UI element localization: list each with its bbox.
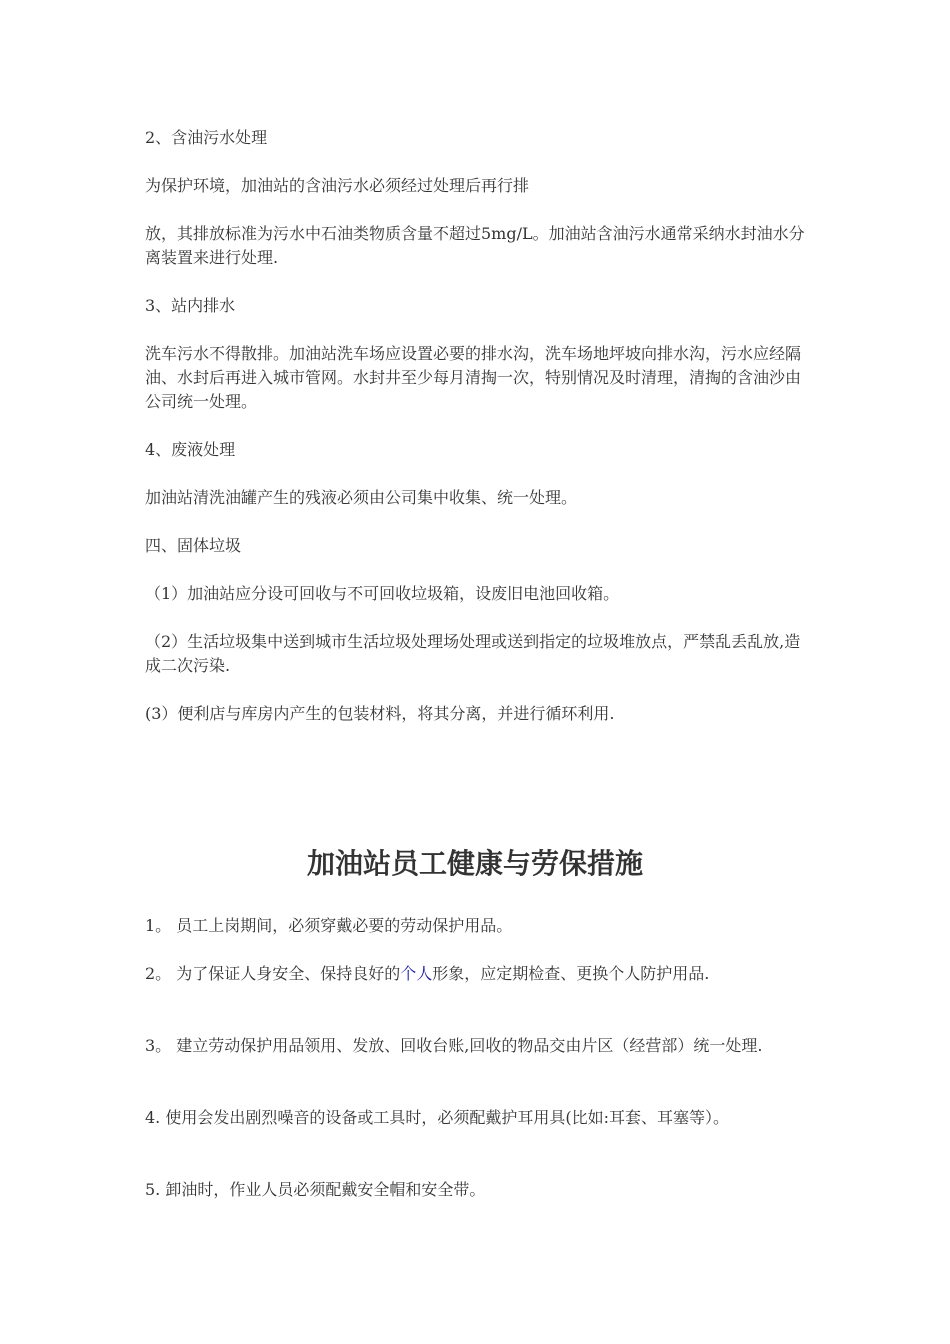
health-item2-text-before: 2。 为了保证人身安全、保持良好的: [145, 964, 401, 983]
item4-paragraph: 加油站清洗油罐产生的残液必须由公司集中收集、统一处理。: [145, 488, 578, 507]
item2-title: 2、含油污水处理: [145, 128, 268, 147]
health-item2-text-after: 形象，应定期检查、更换个人防护用品.: [432, 964, 710, 983]
section-heading: 加油站员工健康与劳保措施: [306, 847, 643, 880]
item2-paragraph-line2: 放，其排放标准为污水中石油类物质含量不超过5mg/L。加油站含油污水通常采纳水封油水分离装置来进行处理.: [145, 224, 805, 267]
part4-item2: （2）生活垃圾集中送到城市生活垃圾处理场处理或送到指定的垃圾堆放点，严禁乱丢乱放,造成二次污染.: [145, 632, 801, 675]
part4-title: 四、固体垃圾: [145, 536, 242, 555]
health-item5: 5. 卸油时，作业人员必须配戴安全帽和安全带。: [145, 1180, 486, 1199]
item3-paragraph: 洗车污水不得散排。加油站洗车场应设置必要的排水沟，洗车场地坪坡向排水沟，污水应经隔油、水封后再进入城市管网。水封井至少每月清掏一次，特别情况及时清理，清掏的含油沙由公司统一处理。: [145, 344, 802, 411]
health-item3: 3。 建立劳动保护用品领用、发放、回收台账,回收的物品交由片区（经营部）统一处理.: [145, 1036, 763, 1055]
health-item4: 4. 使用会发出剧烈噪音的设备或工具时，必须配戴护耳用具(比如:耳套、耳塞等）。: [145, 1108, 729, 1127]
personal-link[interactable]: 个人: [400, 964, 433, 983]
health-item2: [145, 962, 805, 986]
health-item1: 1。 员工上岗期间，必须穿戴必要的劳动保护用品。: [145, 916, 513, 935]
part4-item3: (3）便利店与库房内产生的包装材料，将其分离，并进行循环利用.: [145, 704, 615, 723]
item2-paragraph-line1: 为保护环境，加油站的含油污水必须经过处理后再行排: [145, 176, 530, 195]
item4-title: 4、废液处理: [145, 440, 236, 459]
part4-item1: （1）加油站应分设可回收与不可回收垃圾箱，设废旧电池回收箱。: [145, 584, 620, 603]
item3-title: 3、站内排水: [145, 296, 236, 315]
